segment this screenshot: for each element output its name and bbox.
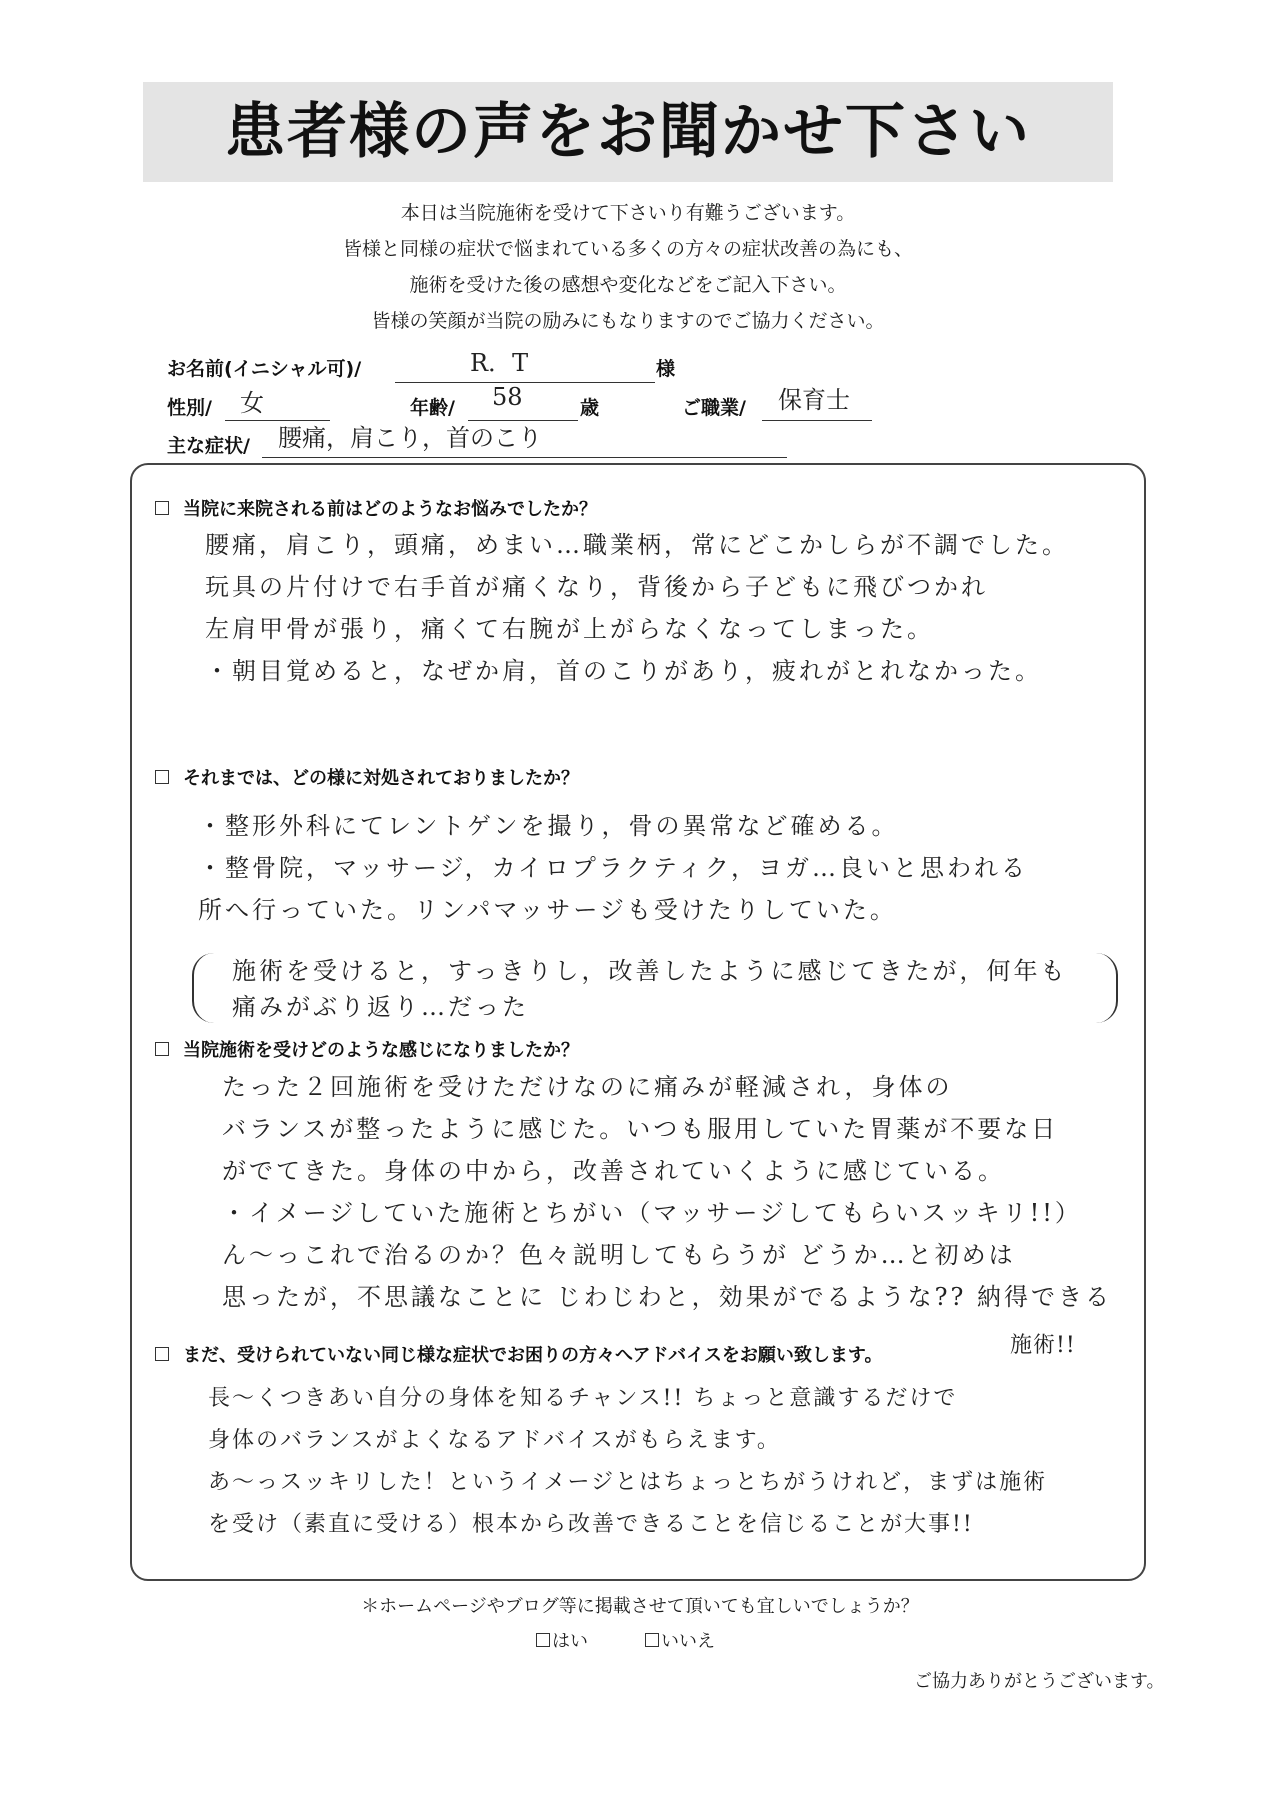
gender-value: 女 [240,389,264,417]
question-3 [155,1036,579,1062]
checkbox-icon[interactable] [536,1633,550,1647]
question-text: 当院に来院される前はどのようなお悩みでしたか？ [183,499,597,520]
symptom-value: 腰痛，肩こり，首のこり [278,424,542,452]
answer-line: ・イメージしていた施術とちがい（マッサージしてもらいスッキリ!!） [222,1199,1082,1227]
name-label: お名前(イニシャル可)/ [167,358,362,380]
bracket-left-icon [192,953,216,1023]
consent-no-option[interactable] [645,1627,715,1653]
intro-line: 皆様の笑顔が当院の励みにもなりますのでご協力ください。 [371,310,885,332]
question-1 [155,495,597,521]
intro-line: 皆様と同様の症状で悩まれている多くの方々の症状改善の為にも、 [342,238,913,260]
question-text: 当院施術を受けどのような感じになりましたか？ [183,1040,579,1061]
symptom-label: 主な症状/ [167,435,250,457]
consent-question: ＊ホームページやブログ等に掲載させて頂いても宜しいでしょうか？ [361,1596,919,1617]
gender-label: 性別/ [167,397,212,419]
answer-line: 左肩甲骨が張り，痛くて右腕が上がらなくなってしまった。 [205,615,934,643]
answer-line: バランスが整ったように感じた。いつも服用していた胃薬が不要な日 [222,1115,1059,1143]
answer-line: 所へ行っていた。リンパマッサージも受けたりしていた。 [198,896,897,924]
checkbox-icon [155,770,169,784]
answer-line: あ〜っスッキリした！というイメージとはちょっとちがうけれど，まずは施術 [208,1470,1048,1495]
age-suffix: 歳 [580,397,600,419]
answer-line: を受け（素直に受ける）根本から改善できることを信じることが大事!! [208,1512,974,1537]
question-text: それまでは、どの様に対処されておりましたか？ [183,768,579,789]
checkbox-icon[interactable] [645,1633,659,1647]
checkbox-icon [155,1042,169,1056]
answer-line: 身体のバランスがよくなるアドバイスがもらえます。 [208,1428,781,1453]
answer-line: 痛みがぶり返り…だった [232,993,529,1021]
consent-no-label: いいえ [661,1631,715,1652]
intro-line: 施術を受けた後の感想や変化などをご記入下さい。 [409,274,847,296]
consent-yes-label: はい [552,1631,588,1652]
checkbox-icon [155,501,169,515]
answer-line: 思ったが，不思議なことに じわじわと，効果がでるような?? 納得できる [222,1283,1112,1311]
answer-line: ・整形外科にてレントゲンを撮り，骨の異常など確める。 [198,812,899,840]
age-value: 58 [492,383,523,411]
answer-line: 玩具の片付けで右手首が痛くなり，背後から子どもに飛びつかれ [205,573,988,601]
intro-line: 本日は当院施術を受けて下さいり有難うございます。 [400,202,856,224]
name-value: R．T [470,349,529,377]
answer-line: ・整骨院，マッサージ，カイロプラクティク，ヨガ…良いと思われる [198,854,1029,882]
page-title: 患者様の声をお聞かせ下さい [225,97,1031,167]
question-2 [155,764,579,790]
answer-line: ん〜っこれで治るのか？色々説明してもらうが どうか…と初めは [222,1241,1016,1269]
thanks-text: ご協力ありがとうございます。 [914,1671,1165,1692]
name-suffix: 様 [656,358,676,380]
job-line [762,420,872,421]
answer-4 [208,1378,1047,1546]
consent-yes-option[interactable] [536,1627,588,1653]
answer-3 [222,1066,1112,1318]
job-label: ご職業/ [682,397,746,419]
answer-line: 施術を受けると，すっきりし，改善したように感じてきたが，何年も [232,957,1068,985]
checkbox-icon [155,1347,169,1361]
age-label: 年齢/ [410,397,455,419]
job-value: 保育士 [778,386,850,414]
answer-line: たった２回施術を受けただけなのに痛みが軽減され，身体の [222,1073,953,1101]
symptom-line [262,457,787,458]
bracket-right-icon [1094,953,1118,1023]
name-line [395,382,655,383]
answer-2 [198,805,1028,931]
intro-text [143,195,1113,339]
answer-2-note [232,953,1068,1025]
answer-line: がでてきた。身体の中から，改善されていくように感じている。 [222,1157,1005,1185]
answer-1 [205,524,1069,692]
question-text: まだ、受けられていない同じ様な症状でお困りの方々へアドバイスをお願い致します。 [183,1345,883,1366]
answer-line: 腰痛，肩こり，頭痛，めまい…職業柄，常にどこかしらが不調でした。 [205,531,1069,559]
answer-line: 長〜くつきあい自分の身体を知るチャンス!! ちょっと意識するだけで [208,1386,958,1411]
question-4 [155,1341,882,1367]
answer-3-tail: 施術!! [1010,1333,1076,1358]
answer-line: ・朝目覚めると，なぜか肩，首のこりがあり，疲れがとれなかった。 [205,657,1042,685]
